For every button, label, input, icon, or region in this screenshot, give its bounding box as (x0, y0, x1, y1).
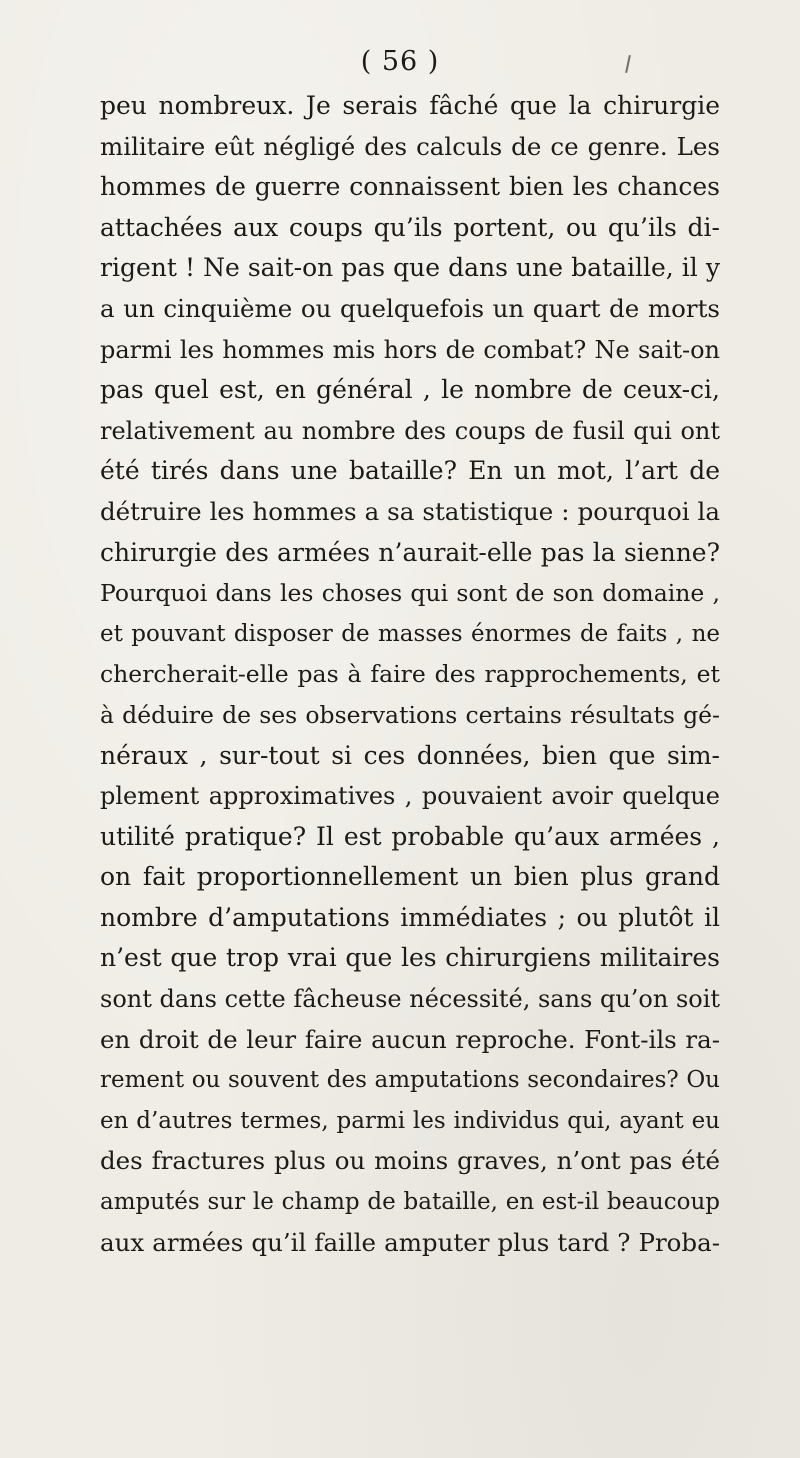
text-line-26: en d’autres termes, parmi les individus qui, ayant eu (100, 1107, 720, 1134)
body-text (100, 86, 720, 1263)
text-line-19: utilité pratique? Il est probable qu’aux armées , (100, 821, 720, 851)
text-line-29: aux armées qu’il faille amputer plus tard ? Proba- (100, 1227, 720, 1257)
text-line-8: pas quel est, en général , le nombre de ceux-ci, (100, 375, 720, 405)
text-line-16: à déduire de ses observations certains résultats gé- (100, 700, 720, 729)
text-line-4: attachées aux coups qu’ils portent, ou qu’ils di- (100, 212, 720, 242)
text-line-15: chercherait-elle pas à faire des rapprochements, et (100, 660, 720, 689)
text-line-28: amputés sur le champ de bataille, en est-il beaucoup (100, 1189, 720, 1216)
text-line-13: Pourquoi dans les choses qui sont de son domaine , (100, 579, 720, 608)
text-line-7: parmi les hommes mis hors de combat? Ne sait-on (100, 335, 720, 364)
text-line-21: nombre d’amputations immédiates ; ou plutôt il (100, 902, 720, 932)
text-line-27: des fractures plus ou moins graves, n’ont pas été (100, 1146, 720, 1176)
text-line-20: on fait proportionnellement un bien plus grand (100, 862, 720, 892)
text-line-23: sont dans cette fâcheuse nécessité, sans qu’on soit (100, 985, 721, 1014)
text-line-25: rement ou souvent des amputations secondaires? Ou (100, 1067, 720, 1094)
text-line-12: chirurgie des armées n’aurait-elle pas la sienne? (100, 537, 720, 567)
text-line-6: a un cinquième ou quelquefois un quart de morts (100, 293, 720, 323)
text-line-24: en droit de leur faire aucun reproche. Font-ils ra- (100, 1024, 720, 1054)
page-number: ( 56 ) (360, 46, 440, 77)
text-line-3: hommes de guerre connaissent bien les chances (100, 172, 720, 202)
text-line-10: été tirés dans une bataille? En un mot, l’art de (100, 456, 720, 486)
text-line-22: n’est que trop vrai que les chirurgiens militaires (100, 943, 720, 973)
text-line-1: peu nombreux. Je serais fâché que la chirurgie (100, 91, 720, 120)
text-line-18: plement approximatives , pouvaient avoir quelque (100, 782, 720, 811)
text-line-2: militaire eût négligé des calculs de ce genre. Les (100, 131, 720, 161)
text-line-9: relativement au nombre des coups de fusil qui ont (100, 416, 720, 445)
text-line-14: et pouvant disposer de masses énormes de faits , ne (100, 620, 720, 647)
text-line-11: détruire les hommes a sa statistique : pourquoi la (100, 496, 720, 526)
text-line-17: néraux , sur-tout si ces données, bien que sim- (100, 740, 720, 770)
text-line-5: rigent ! Ne sait-on pas que dans une bataille, il y (100, 253, 720, 283)
